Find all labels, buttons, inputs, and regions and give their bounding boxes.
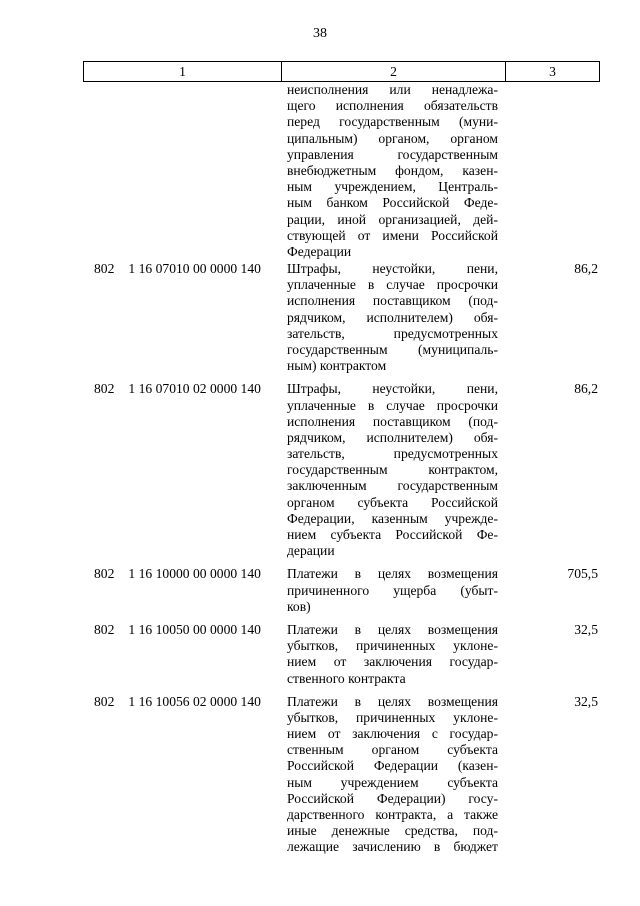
name-line: нием от заключения с государ- (287, 726, 498, 742)
row-amount: 705,5 (567, 566, 598, 582)
table-row-continuation (0, 82, 640, 259)
name-line: государственным (муниципаль- (287, 341, 498, 357)
name-line: дерации (287, 543, 335, 559)
page-number: 38 (313, 26, 327, 41)
table-row (0, 381, 640, 559)
name-line: рядчиком, исполнителем) обя- (287, 429, 498, 445)
row-amount: 32,5 (574, 693, 598, 709)
name-line: неисполнения или ненадлежа- (287, 82, 498, 97)
name-line: лежащие зачислению в бюджет (287, 839, 498, 855)
name-line: Штрафы, неустойки, пени, (287, 381, 498, 397)
admin-code: 802 (94, 621, 115, 637)
budget-code: 1 16 07010 02 0000 140 (128, 381, 261, 397)
row-amount: 86,2 (574, 381, 598, 397)
row-code (94, 381, 284, 397)
row-code (94, 622, 284, 638)
name-line: внебюджетным фондом, казен- (287, 162, 498, 178)
name-line: Российской Федерации) госу- (287, 790, 498, 806)
header-col-2: 2 (282, 62, 506, 81)
name-line: органом субъекта Российской (287, 494, 498, 510)
admin-code: 802 (94, 381, 115, 397)
name-line: зательств, предусмотренных (287, 446, 498, 462)
row-amount: 86,2 (574, 261, 598, 276)
header-col-3: 3 (549, 63, 556, 79)
name-line: ственного контракта (287, 670, 406, 686)
row-name (287, 622, 498, 687)
budget-code: 1 16 10050 00 0000 140 (128, 621, 261, 637)
row-code (94, 261, 284, 277)
name-line: ным учреждением субъекта (287, 774, 498, 790)
name-line: ствующей от имени Российской (287, 227, 498, 243)
admin-code: 802 (94, 261, 115, 276)
name-line: причиненного ущерба (убыт- (287, 582, 498, 598)
name-line: рядчиком, исполнителем) обя- (287, 309, 498, 325)
name-line: уплаченные в случае просрочки (287, 397, 498, 413)
name-line: нием субъекта Российской Фе- (287, 527, 498, 542)
table-row (0, 566, 640, 615)
name-line: Штрафы, неустойки, пени, (287, 261, 498, 276)
row-amount: 32,5 (574, 621, 598, 637)
name-line: Платежи в целях возмещения (287, 621, 498, 637)
row-code (94, 566, 284, 582)
row-name (287, 381, 498, 559)
name-line: ственным органом субъекта (287, 742, 498, 758)
name-line: дарственного контракта, а также (287, 807, 498, 822)
row-name (287, 694, 498, 856)
name-line: Платежи в целях возмещения (287, 693, 498, 709)
table-header (83, 61, 600, 82)
budget-code: 1 16 10056 02 0000 140 (128, 693, 261, 709)
name-line: уплаченные в случае просрочки (287, 277, 498, 293)
name-line: ным) контрактом (287, 358, 387, 374)
budget-code: 1 16 07010 00 0000 140 (128, 261, 261, 276)
name-line: иные денежные средства, под- (287, 823, 498, 839)
name-line: ным учреждением, Централь- (287, 179, 498, 195)
name-line: ным банком Российской Феде- (287, 195, 498, 211)
name-line: рации, иной организацией, дей- (287, 211, 498, 227)
name-line: заключенным государственным (287, 478, 498, 494)
row-name (287, 82, 498, 260)
name-line: нием от заключения государ- (287, 654, 498, 670)
name-line: исполнения поставщиком (под- (287, 413, 498, 429)
header-col-1: 1 (84, 62, 282, 81)
name-line: Российской Федерации (казен- (287, 758, 498, 774)
name-line: зательств, предусмотренных (287, 325, 498, 341)
name-line: убытков, причиненных уклоне- (287, 638, 498, 654)
table-row (0, 261, 640, 374)
name-line: управления государственным (287, 146, 498, 162)
table-row (0, 694, 640, 856)
name-line: Федерации, казенным учрежде- (287, 510, 498, 526)
name-line: государственным контрактом, (287, 462, 498, 478)
name-line: исполнения поставщиком (под- (287, 293, 498, 309)
name-line: перед государственным (муни- (287, 114, 498, 130)
row-code (94, 694, 284, 710)
name-line: убытков, причиненных уклоне- (287, 709, 498, 725)
budget-code: 1 16 10000 00 0000 140 (128, 566, 261, 582)
admin-code: 802 (94, 566, 115, 582)
name-line: Федерации (287, 243, 352, 259)
row-name (287, 261, 498, 374)
admin-code: 802 (94, 693, 115, 709)
row-name (287, 566, 498, 615)
table-body (0, 82, 640, 856)
name-line: ков) (287, 598, 311, 614)
name-line: щего исполнения обязательств (287, 98, 498, 114)
name-line: ципальным) органом, органом (287, 130, 498, 146)
table-row (0, 622, 640, 687)
name-line: Платежи в целях возмещения (287, 566, 498, 582)
